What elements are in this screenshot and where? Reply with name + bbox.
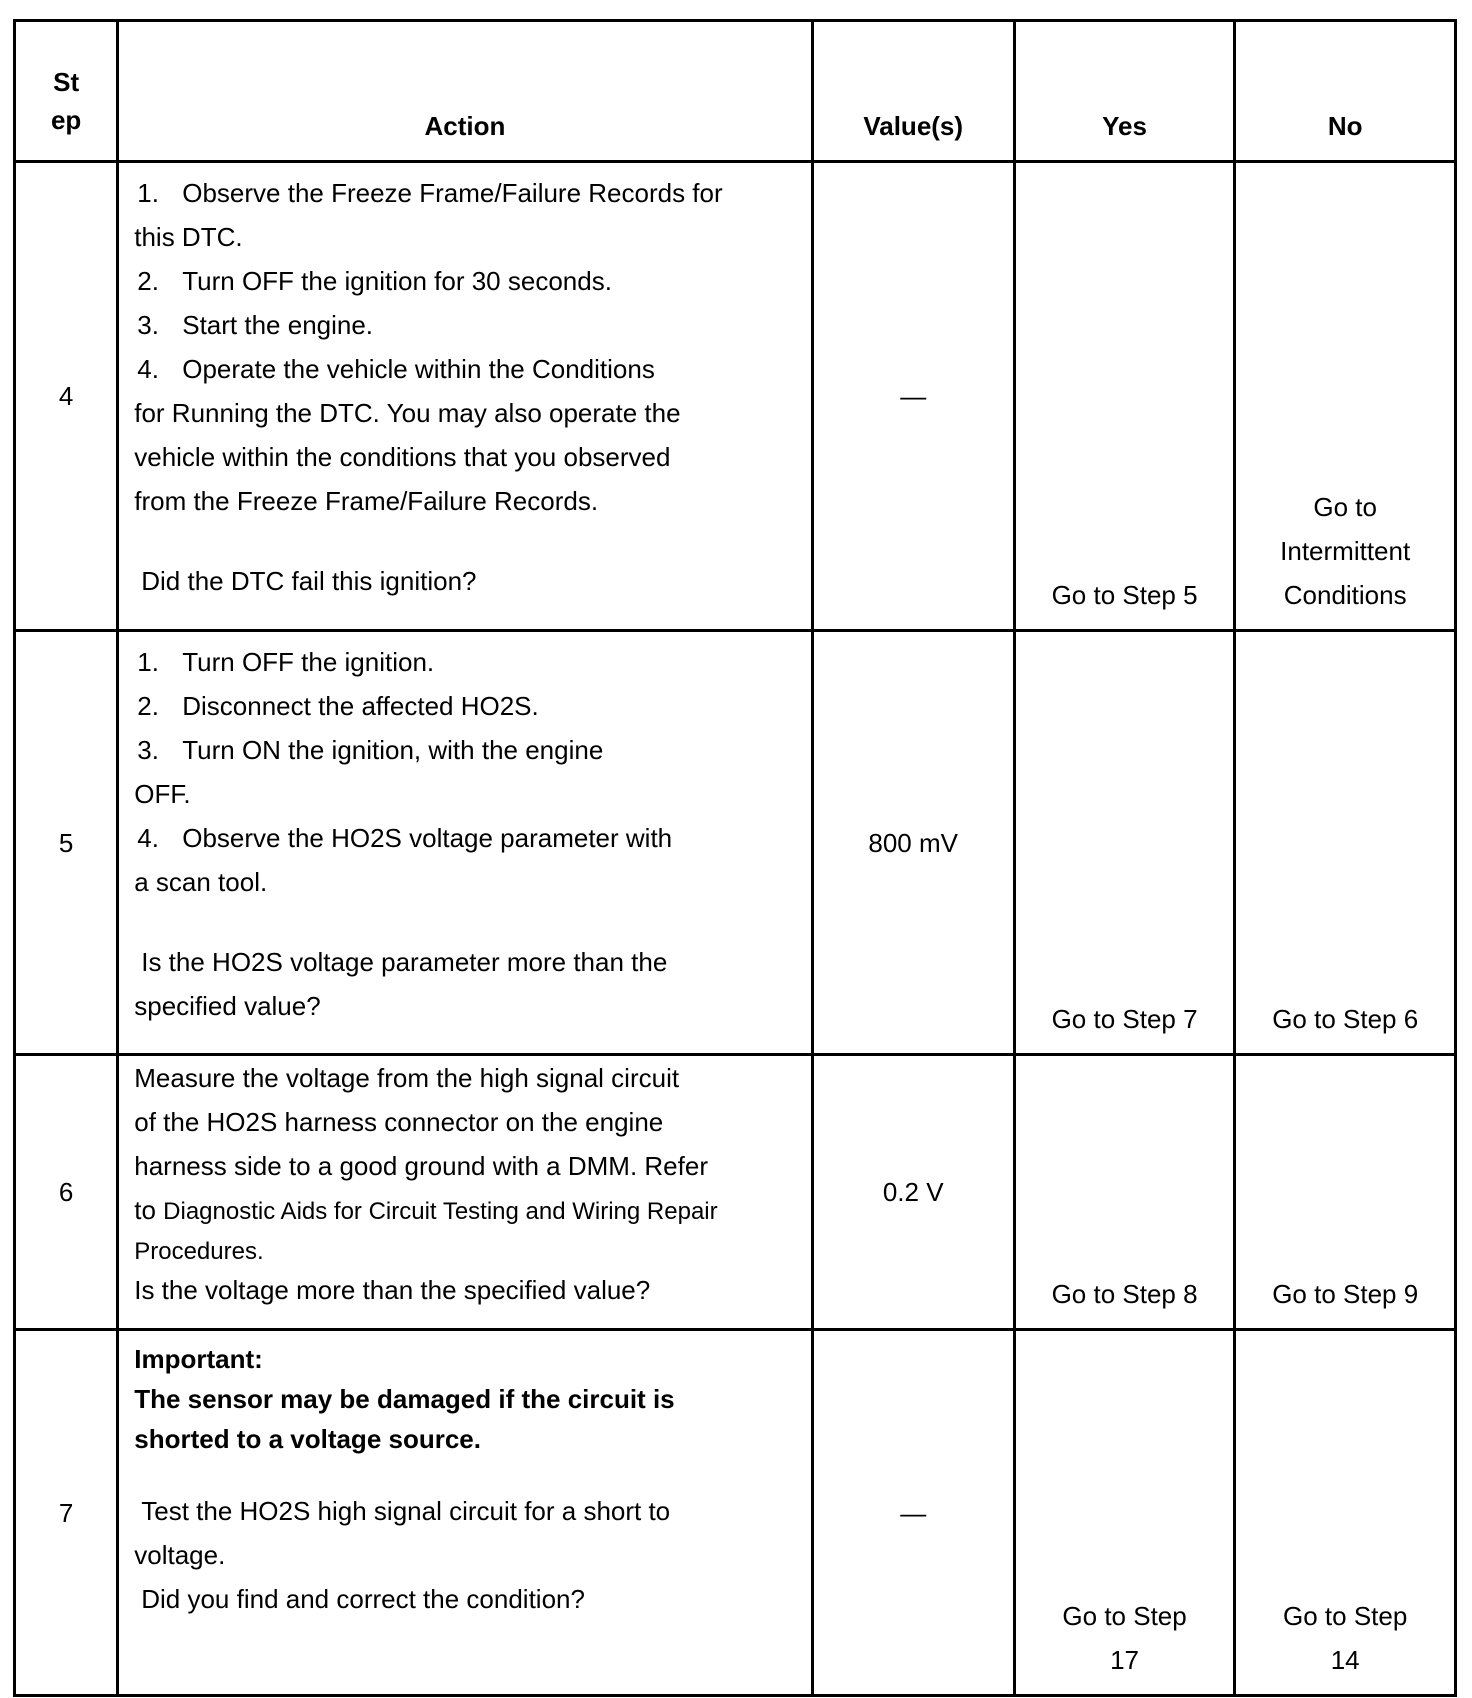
action-text: to: [134, 1194, 156, 1225]
action-text: voltage.: [134, 1540, 226, 1571]
no-text: Conditions: [1283, 580, 1407, 611]
action-text: Observe the Freeze Frame/Failure Records for: [182, 178, 723, 209]
action-text: a scan tool.: [134, 867, 268, 898]
table-row-step-6: [15, 1054, 1456, 1329]
yes-text: Go to Step: [1062, 1601, 1187, 1631]
action-cell: [118, 1330, 812, 1696]
action-text: from the Freeze Frame/Failure Records.: [134, 486, 599, 517]
header-row: [15, 21, 1456, 162]
no-text: Go to: [1313, 492, 1377, 523]
header-step-line2: ep: [50, 105, 82, 136]
action-text: Turn OFF the ignition for 30 seconds.: [182, 266, 612, 297]
action-text: Test the HO2S high signal circuit for a short to: [141, 1496, 671, 1527]
list-number: 3.: [137, 735, 159, 766]
action-cell: [118, 1054, 812, 1329]
action-cell: [118, 162, 812, 631]
header-no: No: [1235, 21, 1456, 162]
list-number: 1.: [137, 178, 159, 209]
no-cell: [1235, 162, 1456, 631]
header-values: Value(s): [812, 21, 1014, 162]
action-text: Observe the HO2S voltage parameter with: [182, 823, 673, 854]
yes-text: 17: [1110, 1645, 1140, 1675]
action-text: Turn OFF the ignition.: [182, 647, 435, 678]
list-number: 4.: [137, 823, 159, 854]
value-cell: 800 mV: [812, 631, 1014, 1055]
important-label: Important:: [134, 1344, 263, 1375]
no-text: Go to Step: [1283, 1601, 1408, 1631]
step-number: 6: [15, 1054, 118, 1329]
yes-cell: Go to Step 5: [1014, 162, 1235, 631]
step-number: 4: [15, 162, 118, 631]
header-step-line1: St: [53, 67, 80, 98]
action-question: Is the HO2S voltage parameter more than the: [141, 947, 668, 978]
table-row-step-5: [15, 631, 1456, 1055]
action-text: for Running the DTC. You may also operate the: [134, 398, 681, 429]
yes-cell: [1014, 1330, 1235, 1696]
important-text: The sensor may be damaged if the circuit is: [134, 1384, 675, 1415]
table-row-step-7: [15, 1330, 1456, 1696]
action-text: OFF.: [134, 779, 191, 810]
action-question: Did the DTC fail this ignition?: [141, 566, 477, 597]
list-number: 2.: [137, 266, 159, 297]
action-text: Measure the voltage from the high signal circuit: [134, 1062, 680, 1093]
list-number: 3.: [137, 310, 159, 341]
reference-link[interactable]: Diagnostic Aids for Circuit Testing and Wiring Repair: [163, 1197, 718, 1225]
action-text: this DTC.: [134, 222, 243, 253]
yes-cell: Go to Step 7: [1014, 631, 1235, 1055]
important-text: shorted to a voltage source.: [134, 1424, 481, 1455]
step-number: 7: [15, 1330, 118, 1696]
action-text: harness side to a good ground with a DMM. Refer: [134, 1150, 708, 1181]
action-text: Disconnect the affected HO2S.: [182, 691, 539, 722]
action-text: vehicle within the conditions that you observed: [134, 442, 671, 473]
value-cell: —: [812, 162, 1014, 631]
action-question: specified value?: [134, 991, 321, 1022]
action-cell: [118, 631, 812, 1055]
header-yes: Yes: [1014, 21, 1235, 162]
action-text: Start the engine.: [182, 310, 374, 341]
action-question: Is the voltage more than the specified value?: [134, 1274, 651, 1305]
no-cell: Go to Step 6: [1235, 631, 1456, 1055]
yes-cell: Go to Step 8: [1014, 1054, 1235, 1329]
action-text: of the HO2S harness connector on the engine: [134, 1106, 664, 1137]
no-text: 14: [1330, 1645, 1360, 1675]
reference-link[interactable]: Procedures.: [134, 1237, 264, 1265]
value-cell: —: [812, 1330, 1014, 1696]
table-row-step-4: [15, 162, 1456, 631]
header-action: Action: [118, 21, 812, 162]
list-number: 1.: [137, 647, 159, 678]
step-number: 5: [15, 631, 118, 1055]
list-number: 4.: [137, 354, 159, 385]
diagnostic-table: [13, 19, 1457, 1697]
no-cell: [1235, 1330, 1456, 1696]
action-text: Operate the vehicle within the Conditions: [182, 354, 655, 385]
value-cell: 0.2 V: [812, 1054, 1014, 1329]
no-text: Intermittent: [1280, 536, 1411, 567]
header-step: [15, 21, 118, 162]
no-cell: Go to Step 9: [1235, 1054, 1456, 1329]
action-question: Did you find and correct the condition?: [141, 1584, 585, 1615]
action-text: Turn ON the ignition, with the engine: [182, 735, 604, 766]
list-number: 2.: [137, 691, 159, 722]
